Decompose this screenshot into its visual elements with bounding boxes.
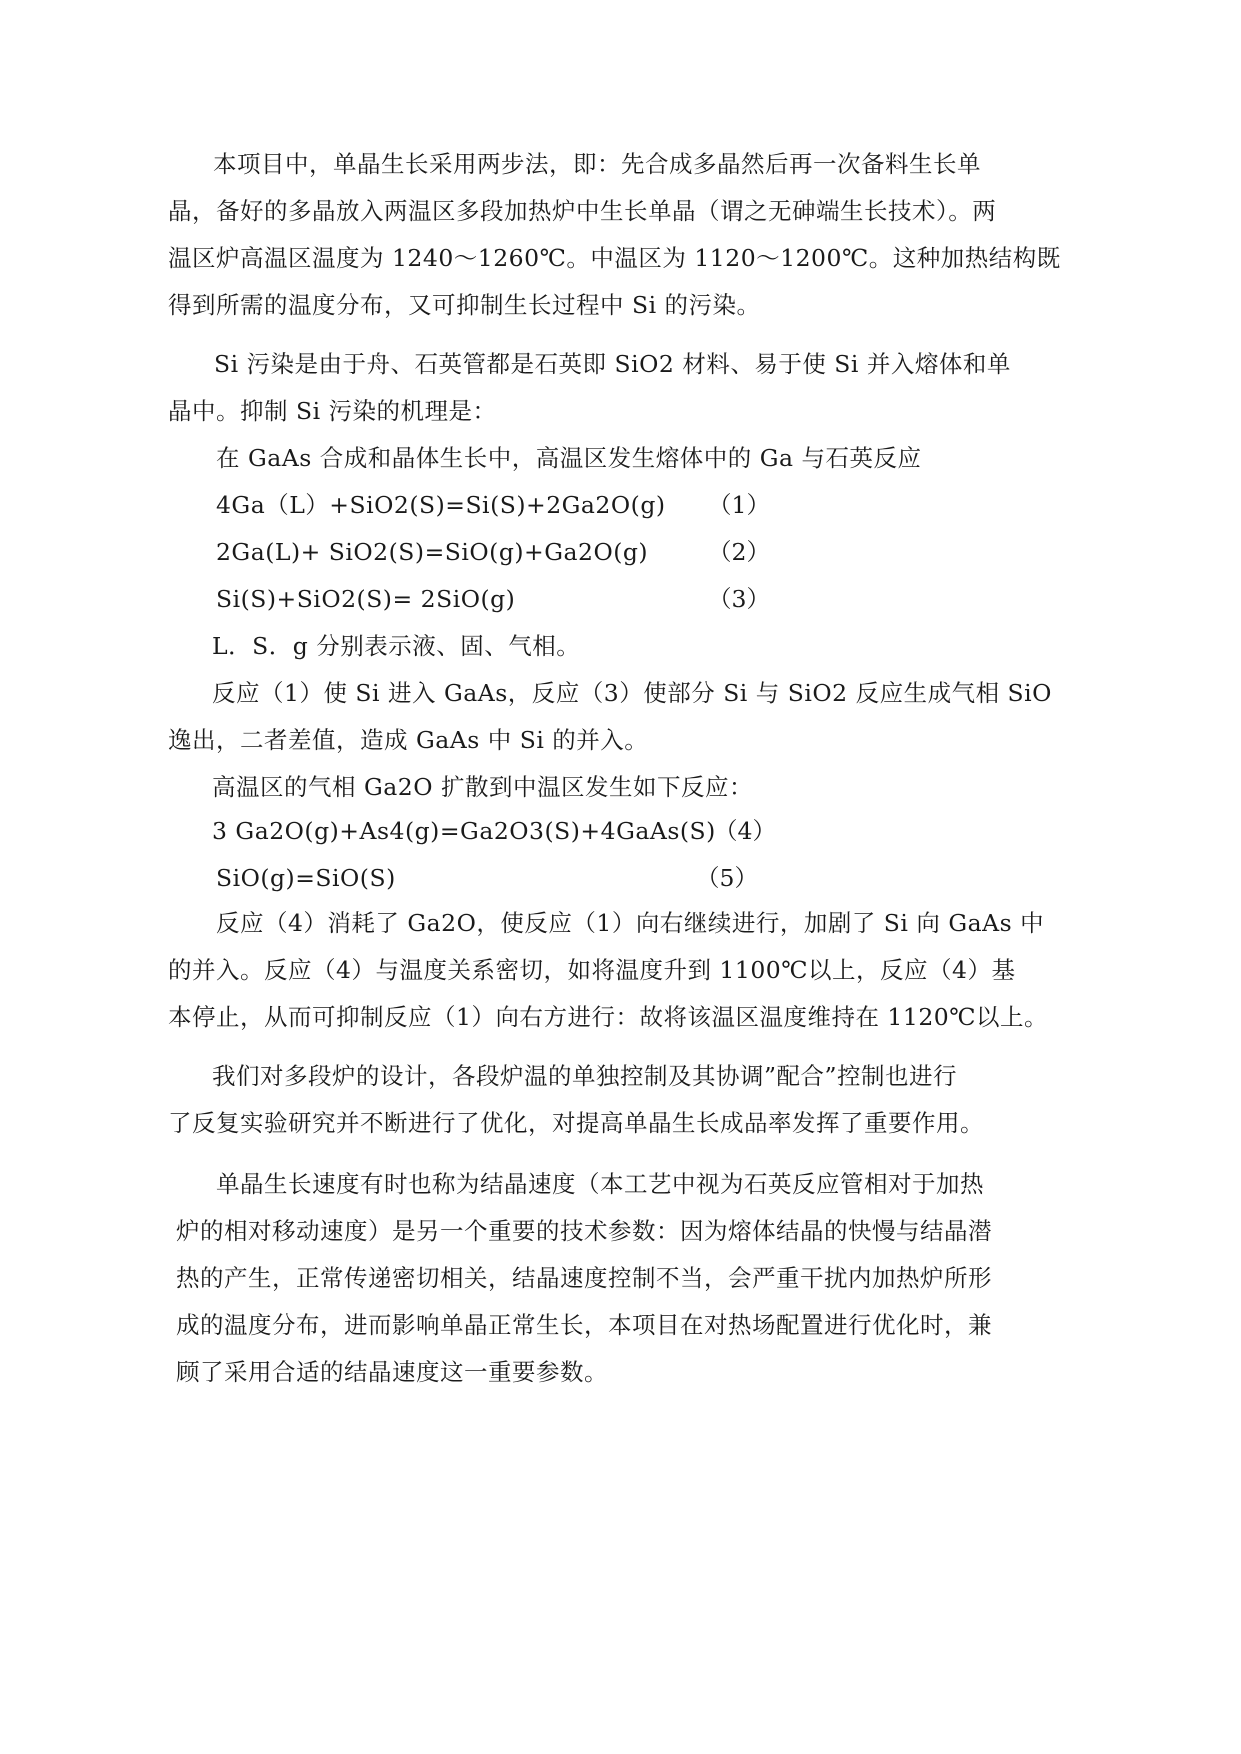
p1-line-2: 晶，备好的多晶放入两温区多段加热炉中生长单晶（谓之无砷端生长技术）。两 bbox=[168, 197, 997, 225]
p2-line-1: Si 污染是由于舟、石英管都是石英即 SiO2 材料、易于使 Si 并入熔体和单 bbox=[206, 350, 1011, 378]
p6-line-2: 炉的相对移动速度）是另一个重要的技术参数：因为熔体结晶的快慢与结晶潜 bbox=[168, 1217, 992, 1245]
equation-5: SiO(g)=SiO(S) bbox=[208, 864, 396, 892]
p6-line-4: 成的温度分布，进而影响单晶正常生长，本项目在对热场配置进行优化时，兼 bbox=[168, 1311, 992, 1339]
p2-line-2: 晶中。抑制 Si 污染的机理是： bbox=[168, 397, 497, 425]
equation-4: 3 Ga2O(g)+As4(g)=Ga2O3(S)+4GaAs(S) bbox=[212, 817, 716, 845]
p4-line-3: 本停止，从而可抑制反应（1）向右方进行：故将该温区温度维持在 1120℃以上。 bbox=[168, 1003, 1049, 1031]
p6-line-5: 顾了采用合适的结晶速度这一重要参数。 bbox=[168, 1358, 608, 1386]
p3-line-1: 反应（1）使 Si 进入 GaAs，反应（3）使部分 Si 与 SiO2 反应生成气相 SiO bbox=[212, 679, 1052, 707]
phase-note: L．S．g 分别表示液、固、气相。 bbox=[212, 632, 581, 660]
p4-line-1: 反应（4）消耗了 Ga2O，使反应（1）向右继续进行，加剧了 Si 向 GaAs 中 bbox=[208, 909, 1045, 937]
p1-line-1: 本项目中，单晶生长采用两步法，即：先合成多晶然后再一次备料生长单 bbox=[213, 150, 981, 178]
p4-line-2: 的并入。反应（4）与温度关系密切，如将温度升到 1100℃以上，反应（4）基 bbox=[168, 956, 1016, 984]
equation-3-number: （3） bbox=[708, 585, 770, 613]
p5-line-2: 了反复实验研究并不断进行了优化，对提高单晶生长成品率发挥了重要作用。 bbox=[168, 1109, 984, 1137]
p2-line-3: 在 GaAs 合成和晶体生长中，高温区发生熔体中的 Ga 与石英反应 bbox=[208, 444, 922, 472]
equation-3: Si(S)+SiO2(S)= 2SiO(g) bbox=[208, 585, 516, 613]
equation-1: 4Ga（L）+SiO2(S)=Si(S)+2Ga2O(g) bbox=[208, 491, 666, 519]
equation-1-number: （1） bbox=[708, 491, 770, 519]
equation-5-number: （5） bbox=[696, 864, 758, 892]
equation-4-number: （4） bbox=[714, 817, 776, 845]
p5-line-1: 我们对多段炉的设计，各段炉温的单独控制及其协调”配合”控制也进行 bbox=[212, 1062, 958, 1090]
diffusion-intro: 高温区的气相 Ga2O 扩散到中温区发生如下反应： bbox=[212, 773, 753, 801]
equation-2: 2Ga(L)+ SiO2(S)=SiO(g)+Ga2O(g) bbox=[208, 538, 649, 566]
p1-line-4: 得到所需的温度分布，又可抑制生长过程中 Si 的污染。 bbox=[168, 291, 761, 319]
p1-line-3: 温区炉高温区温度为 1240～1260℃。中温区为 1120～1200℃。这种加热结构既 bbox=[168, 244, 1061, 272]
equation-2-number: （2） bbox=[708, 538, 770, 566]
p6-line-3: 热的产生，正常传递密切相关，结晶速度控制不当，会严重干扰内加热炉所形 bbox=[168, 1264, 992, 1292]
p3-line-2: 逸出，二者差值，造成 GaAs 中 Si 的并入。 bbox=[168, 726, 649, 754]
p6-line-1: 单晶生长速度有时也称为结晶速度（本工艺中视为石英反应管相对于加热 bbox=[208, 1170, 984, 1198]
